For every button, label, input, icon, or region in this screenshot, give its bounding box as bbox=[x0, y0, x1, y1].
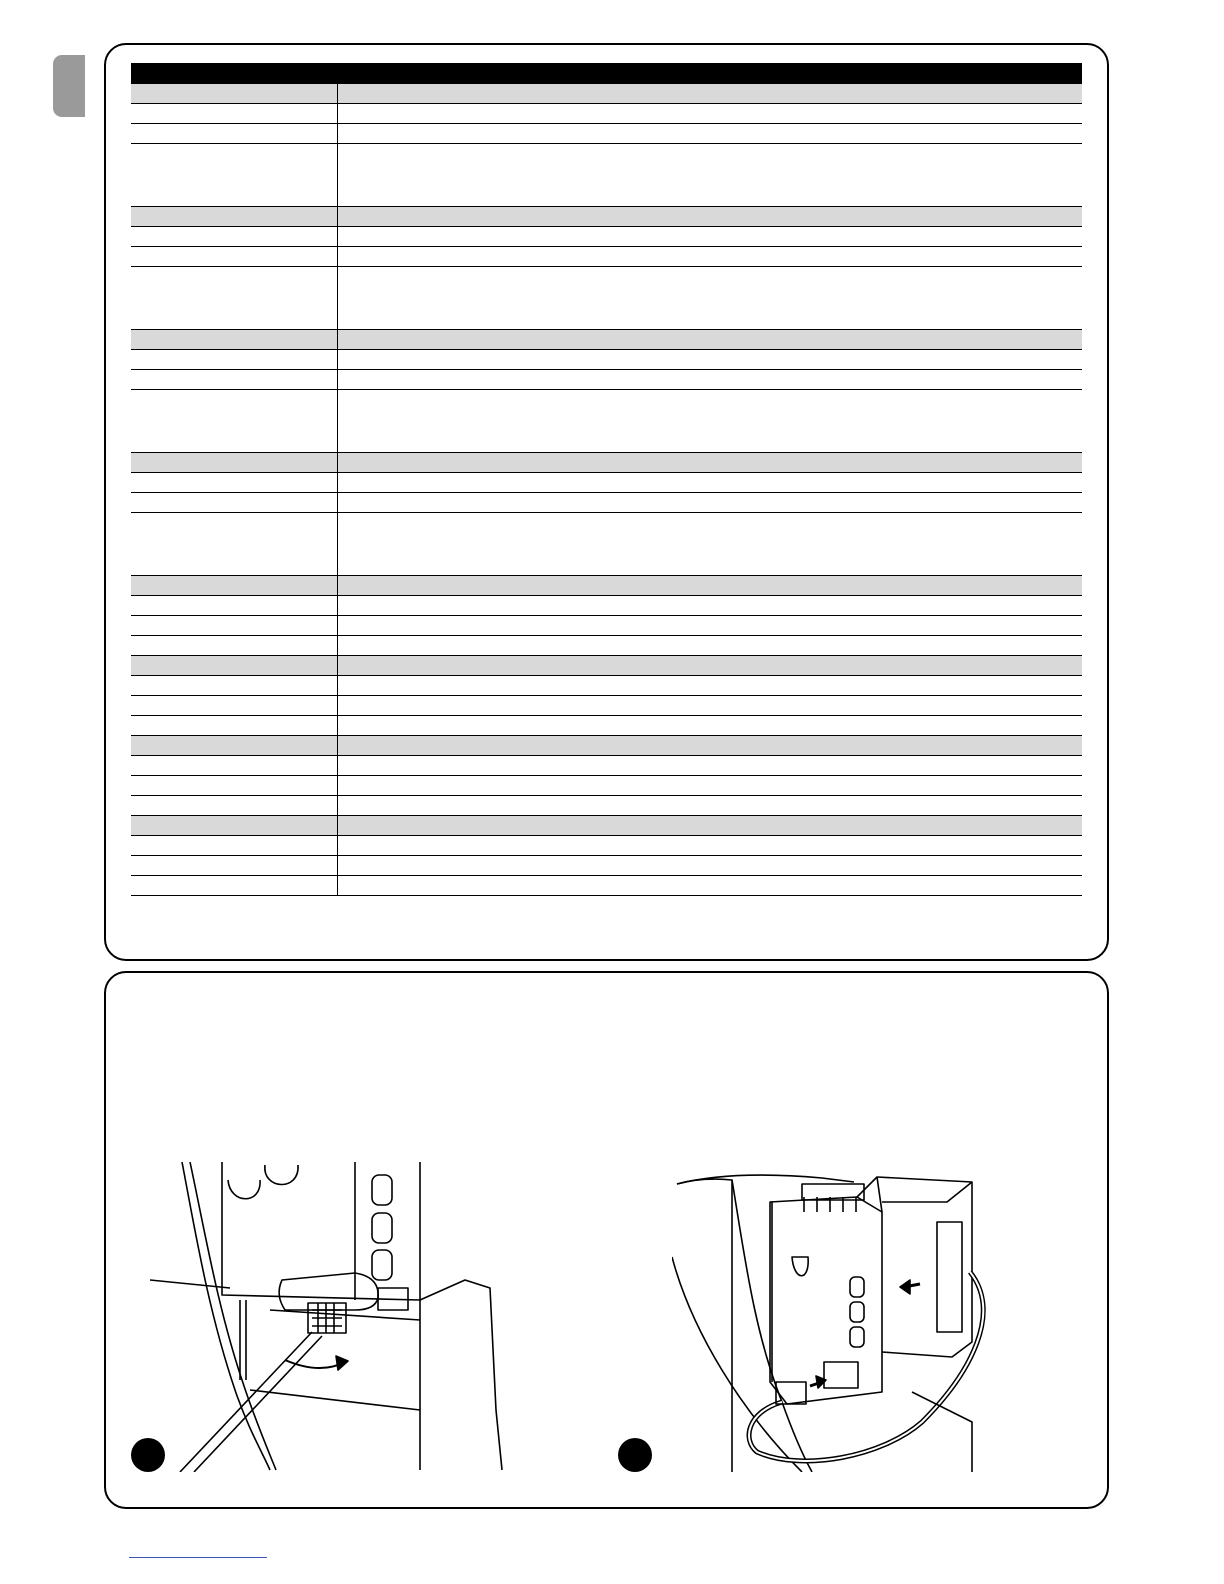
row-label-cell bbox=[131, 576, 338, 596]
row-value-cell bbox=[338, 796, 1083, 816]
table-row bbox=[131, 267, 1082, 330]
row-label-cell bbox=[131, 736, 338, 756]
table-section-row bbox=[131, 207, 1082, 227]
table-row bbox=[131, 716, 1082, 736]
row-value-cell bbox=[338, 876, 1083, 896]
row-value-cell bbox=[338, 856, 1083, 876]
row-value-cell bbox=[338, 716, 1083, 736]
table-row bbox=[131, 390, 1082, 453]
table-row bbox=[131, 493, 1082, 513]
row-value-cell bbox=[338, 576, 1083, 596]
table-section-row bbox=[131, 330, 1082, 350]
row-label-cell bbox=[131, 247, 338, 267]
row-value-cell bbox=[338, 370, 1083, 390]
row-value-cell bbox=[338, 696, 1083, 716]
footer-link-underline bbox=[129, 1557, 267, 1558]
row-value-cell bbox=[338, 84, 1083, 104]
table-header-row bbox=[131, 63, 1082, 84]
row-value-cell bbox=[338, 836, 1083, 856]
row-label-cell bbox=[131, 267, 338, 330]
row-label-cell bbox=[131, 656, 338, 676]
row-label-cell bbox=[131, 473, 338, 493]
row-value-cell bbox=[338, 350, 1083, 370]
row-value-cell bbox=[338, 736, 1083, 756]
row-value-cell bbox=[338, 676, 1083, 696]
header-label-cell bbox=[131, 63, 338, 84]
row-value-cell bbox=[338, 227, 1083, 247]
board-slot bbox=[850, 1277, 864, 1297]
board-body bbox=[770, 1197, 882, 1404]
row-value-cell bbox=[338, 756, 1083, 776]
row-value-cell bbox=[338, 513, 1083, 576]
cover-dome bbox=[677, 1179, 732, 1472]
spec-table bbox=[131, 63, 1082, 896]
row-label-cell bbox=[131, 616, 338, 636]
row-label-cell bbox=[131, 796, 338, 816]
table-section-row bbox=[131, 656, 1082, 676]
table-row bbox=[131, 596, 1082, 616]
row-value-cell bbox=[338, 247, 1083, 267]
row-label-cell bbox=[131, 350, 338, 370]
table-row bbox=[131, 227, 1082, 247]
table-row bbox=[131, 776, 1082, 796]
figure-2-badge bbox=[618, 1438, 652, 1472]
row-value-cell bbox=[338, 144, 1083, 207]
row-value-cell bbox=[338, 207, 1083, 227]
row-label-cell bbox=[131, 493, 338, 513]
row-label-cell bbox=[131, 453, 338, 473]
row-label-cell bbox=[131, 756, 338, 776]
row-label-cell bbox=[131, 207, 338, 227]
row-label-cell bbox=[131, 330, 338, 350]
table-row bbox=[131, 350, 1082, 370]
row-value-cell bbox=[338, 124, 1083, 144]
row-value-cell bbox=[338, 104, 1083, 124]
screwdriver-shaft bbox=[180, 1332, 322, 1472]
table-row bbox=[131, 676, 1082, 696]
row-value-cell bbox=[338, 473, 1083, 493]
figure-1-illustration bbox=[150, 1160, 520, 1472]
row-label-cell bbox=[131, 676, 338, 696]
table-row bbox=[131, 124, 1082, 144]
row-value-cell bbox=[338, 493, 1083, 513]
header-value-cell bbox=[338, 63, 1083, 84]
table-section-row bbox=[131, 736, 1082, 756]
row-value-cell bbox=[338, 816, 1083, 836]
row-label-cell bbox=[131, 513, 338, 576]
row-label-cell bbox=[131, 390, 338, 453]
row-label-cell bbox=[131, 370, 338, 390]
cable bbox=[749, 1272, 983, 1461]
table-row bbox=[131, 370, 1082, 390]
row-value-cell bbox=[338, 267, 1083, 330]
row-label-cell bbox=[131, 856, 338, 876]
row-label-cell bbox=[131, 124, 338, 144]
table-row bbox=[131, 473, 1082, 493]
row-label-cell bbox=[131, 716, 338, 736]
row-value-cell bbox=[338, 330, 1083, 350]
row-label-cell bbox=[131, 84, 338, 104]
table-row bbox=[131, 856, 1082, 876]
row-value-cell bbox=[338, 596, 1083, 616]
row-value-cell bbox=[338, 390, 1083, 453]
table-row bbox=[131, 616, 1082, 636]
table-row bbox=[131, 247, 1082, 267]
row-label-cell bbox=[131, 144, 338, 207]
row-label-cell bbox=[131, 227, 338, 247]
table-row bbox=[131, 836, 1082, 856]
row-label-cell bbox=[131, 816, 338, 836]
screwdriver-handle bbox=[279, 1273, 378, 1310]
table-section-row bbox=[131, 816, 1082, 836]
section-tab bbox=[53, 55, 85, 117]
row-label-cell bbox=[131, 636, 338, 656]
receiver-module bbox=[857, 1177, 972, 1357]
table-row bbox=[131, 636, 1082, 656]
row-value-cell bbox=[338, 616, 1083, 636]
board-outline bbox=[222, 1162, 420, 1300]
row-value-cell bbox=[338, 776, 1083, 796]
row-label-cell bbox=[131, 596, 338, 616]
row-value-cell bbox=[338, 636, 1083, 656]
table-section-row bbox=[131, 84, 1082, 104]
row-label-cell bbox=[131, 876, 338, 896]
row-label-cell bbox=[131, 104, 338, 124]
table-row bbox=[131, 696, 1082, 716]
table-row bbox=[131, 796, 1082, 816]
table-row bbox=[131, 756, 1082, 776]
row-value-cell bbox=[338, 453, 1083, 473]
figure-2-illustration bbox=[672, 1172, 1002, 1472]
table-row bbox=[131, 513, 1082, 576]
table-row bbox=[131, 876, 1082, 896]
row-label-cell bbox=[131, 696, 338, 716]
table-section-row bbox=[131, 453, 1082, 473]
table-row bbox=[131, 144, 1082, 207]
row-label-cell bbox=[131, 776, 338, 796]
board-slot bbox=[372, 1175, 392, 1205]
row-value-cell bbox=[338, 656, 1083, 676]
row-label-cell bbox=[131, 836, 338, 856]
table-row bbox=[131, 104, 1082, 124]
figure-1-badge bbox=[131, 1438, 165, 1472]
table-section-row bbox=[131, 576, 1082, 596]
housing-outline bbox=[420, 1280, 502, 1470]
